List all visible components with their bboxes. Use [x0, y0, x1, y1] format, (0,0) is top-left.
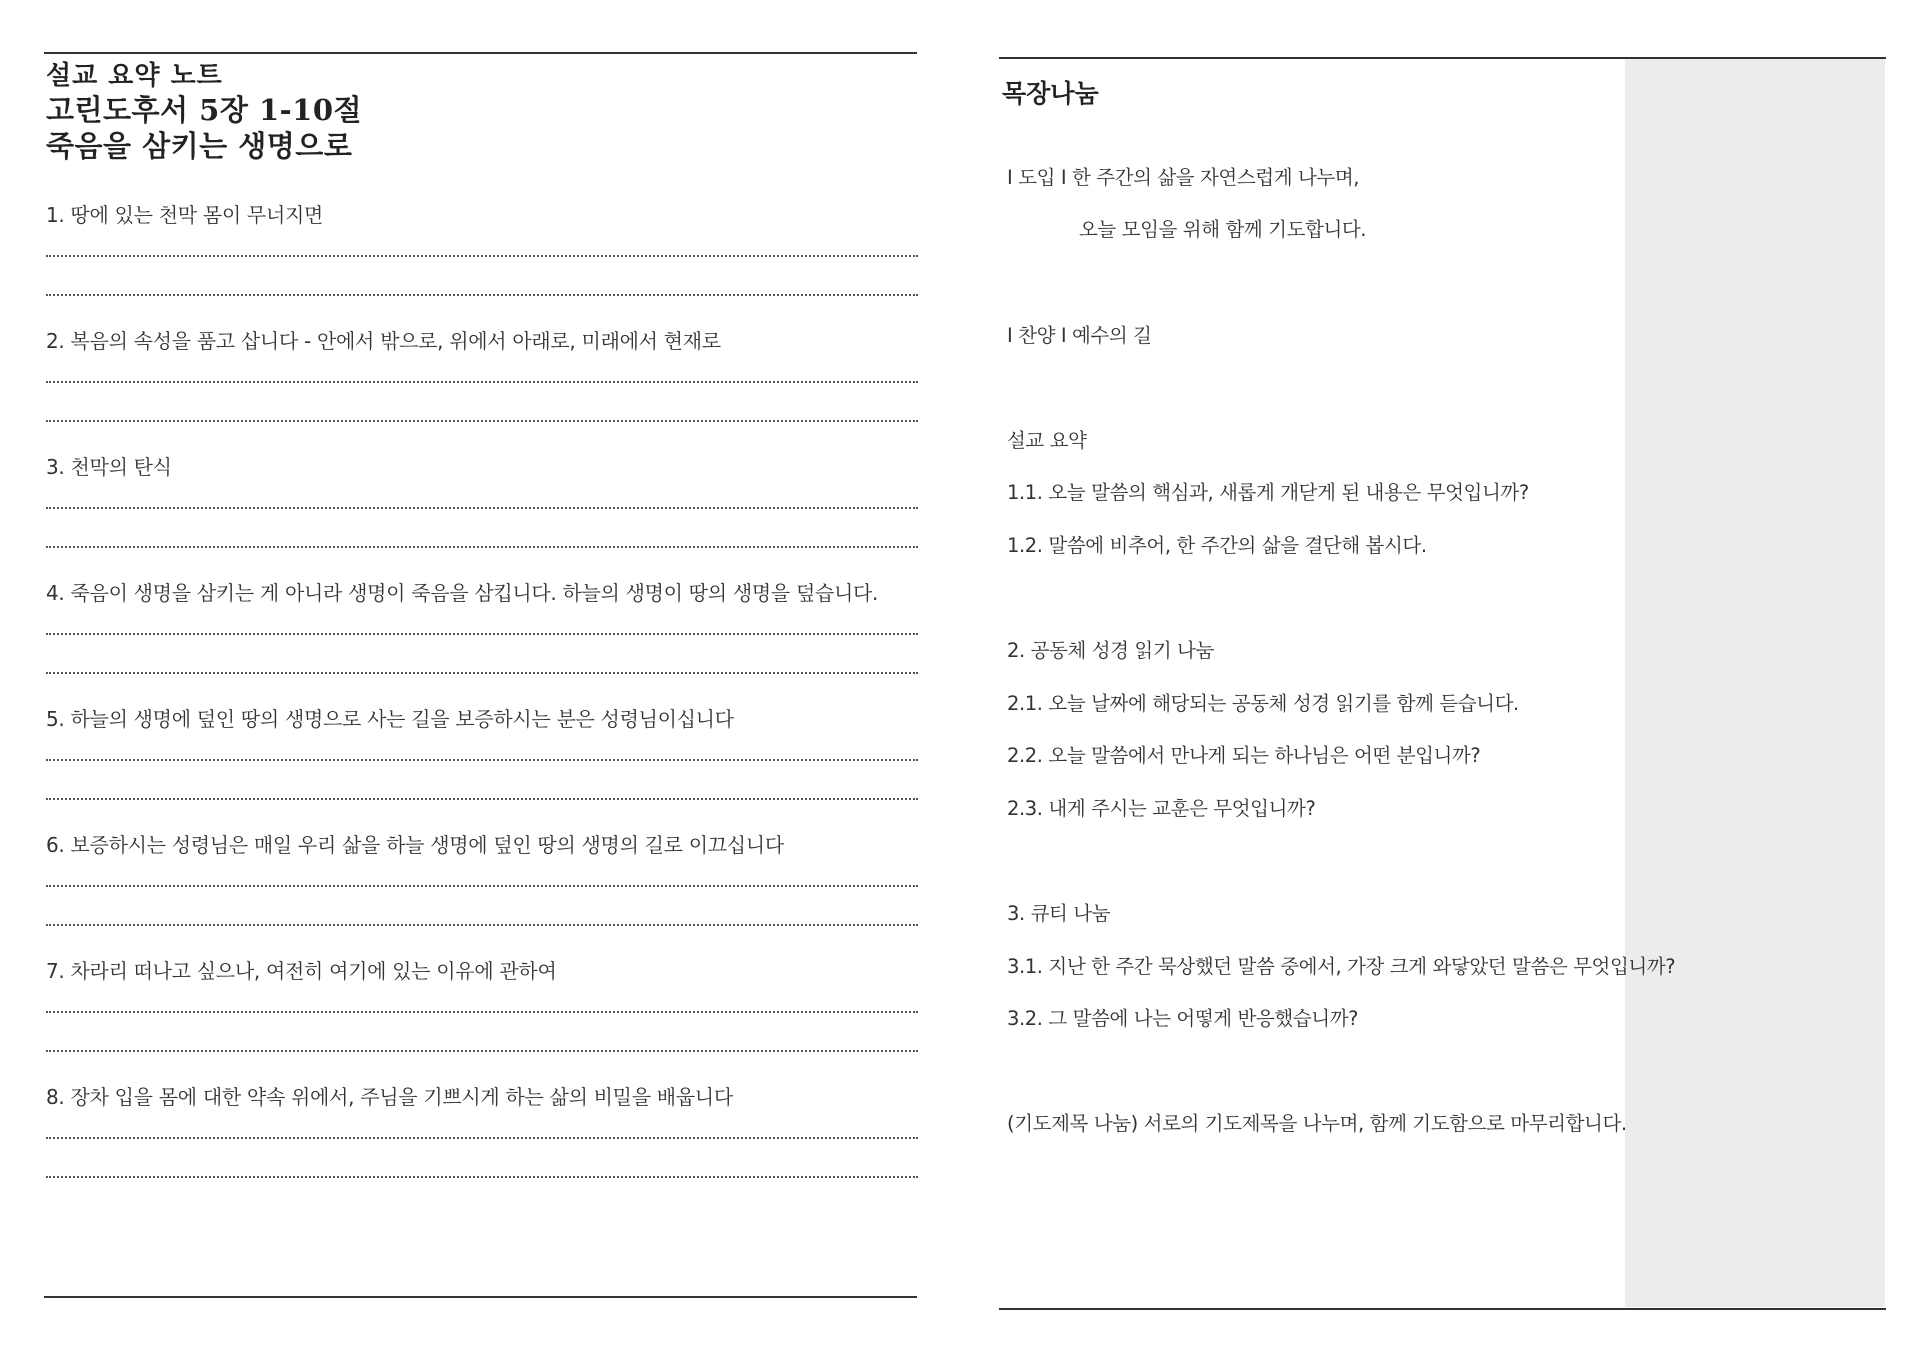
question-2-2: 2.2. 오늘 말씀에서 만나게 되는 하나님은 어떤 분입니까? [1007, 744, 1481, 767]
sermon-point-text: 6. 보증하시는 성령님은 매일 우리 삶을 하늘 생명에 덮인 땅의 생명의 길로 이끄십니다 [46, 833, 784, 857]
sermon-summary-heading: 설교 요약 [1007, 429, 1087, 452]
blank-line [46, 885, 918, 887]
scripture-reference: 고린도후서 5장 1-10절 [46, 93, 363, 127]
title-block [46, 60, 362, 164]
sermon-point-text: 7. 차라리 떠나고 싶으나, 여전히 여기에 있는 이유에 관하여 [46, 959, 557, 983]
top-rule [44, 52, 917, 54]
blank-line [46, 546, 918, 548]
blank-line [46, 1176, 918, 1178]
blank-line [46, 1050, 918, 1052]
qt-sharing-heading: 3. 큐티 나눔 [1007, 902, 1111, 925]
intro-line: I 도입 I 한 주간의 삶을 자연스럽게 나누며, [1007, 166, 1360, 189]
sermon-title: 죽음을 삼키는 생명으로 [46, 129, 353, 163]
prayer-line: (기도제목 나눔) 서로의 기도제목을 나누며, 함께 기도함으로 마무리합니다. [1007, 1112, 1627, 1135]
sermon-points-list [46, 200, 920, 1208]
question-3-1: 3.1. 지난 한 주간 묵상했던 말씀 중에서, 가장 크게 와닿았던 말씀은 무엇입니까? [1007, 955, 1676, 978]
bible-reading-heading: 2. 공동체 성경 읽기 나눔 [1007, 639, 1214, 662]
sermon-point [46, 200, 920, 326]
blank-line [46, 672, 918, 674]
sharing-title: 목장나눔 [1002, 79, 1099, 108]
blank-line [46, 798, 918, 800]
gray-side-panel [1625, 59, 1885, 1307]
question-2-1: 2.1. 오늘 날짜에 해당되는 공동체 성경 읽기를 함께 듣습니다. [1007, 692, 1519, 715]
question-1-2: 1.2. 말씀에 비추어, 한 주간의 삶을 결단해 봅시다. [1007, 534, 1427, 557]
blank-line [46, 381, 918, 383]
question-1-1: 1.1. 오늘 말씀의 핵심과, 새롭게 개닫게 된 내용은 무엇입니까? [1007, 481, 1529, 504]
blank-line [46, 420, 918, 422]
bottom-rule [44, 1296, 917, 1298]
intro-line-continued: 오늘 모임을 위해 함께 기도합니다. [1079, 218, 1367, 241]
sermon-point-text: 5. 하늘의 생명에 덮인 땅의 생명으로 사는 길을 보증하시는 분은 성령님이십니다 [46, 707, 734, 731]
sermon-point-text: 8. 장차 입을 몸에 대한 약속 위에서, 주님을 기쁘시게 하는 삶의 비밀을 배웁니다 [46, 1085, 733, 1109]
sermon-point-text: 1. 땅에 있는 천막 몸이 무너지면 [46, 203, 324, 227]
blank-line [46, 294, 918, 296]
blank-line [46, 759, 918, 761]
hymn-line: I 찬양 I 예수의 길 [1007, 324, 1152, 347]
sermon-point [46, 452, 920, 578]
sermon-point [46, 704, 920, 830]
blank-line [46, 255, 918, 257]
sermon-point-text: 3. 천막의 탄식 [46, 455, 172, 479]
sermon-point-text: 4. 죽음이 생명을 삼키는 게 아니라 생명이 죽음을 삼킵니다. 하늘의 생명이 땅의 생명을 덮습니다. [46, 581, 879, 605]
blank-line [46, 507, 918, 509]
bottom-rule [999, 1308, 1886, 1310]
sermon-point [46, 578, 920, 704]
sermon-point [46, 326, 920, 452]
sermon-point [46, 956, 920, 1082]
blank-line [46, 924, 918, 926]
sermon-point-text: 2. 복음의 속성을 품고 삽니다 - 안에서 밖으로, 위에서 아래로, 미래에서 현재로 [46, 329, 721, 353]
sermon-point [46, 830, 920, 956]
sermon-point [46, 1082, 920, 1208]
blank-line [46, 1137, 918, 1139]
blank-line [46, 1011, 918, 1013]
sermon-notes-page [44, 0, 918, 1362]
question-2-3: 2.3. 내게 주시는 교훈은 무엇입니까? [1007, 797, 1316, 820]
blank-line [46, 633, 918, 635]
small-group-sharing-page [999, 0, 1886, 1362]
notes-title: 설교 요약 노트 [46, 61, 223, 91]
question-3-2: 3.2. 그 말씀에 나는 어떻게 반응했습니까? [1007, 1007, 1359, 1030]
